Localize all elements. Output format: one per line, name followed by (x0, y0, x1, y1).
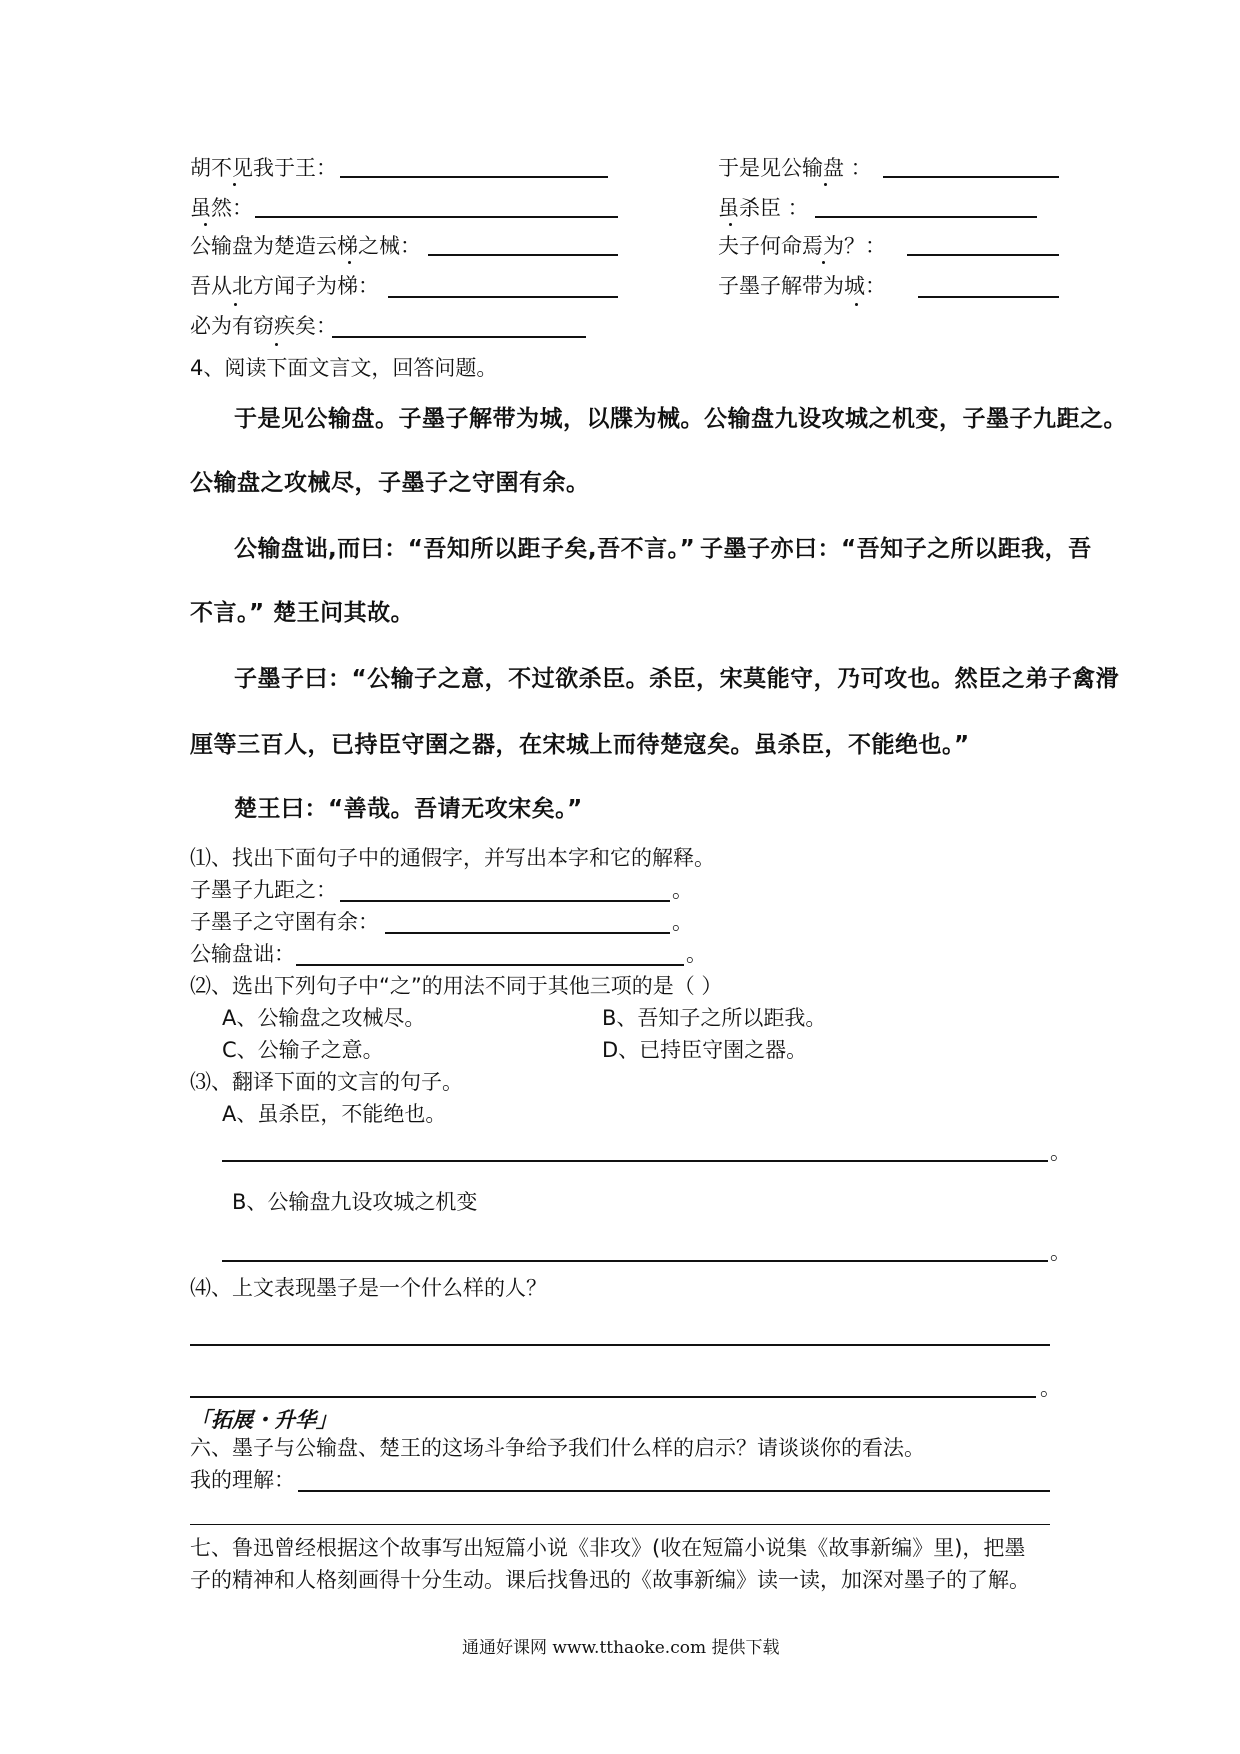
sub-question-4-title: ⑷、上文表现墨子是一个什么样的人？ (190, 1276, 547, 1300)
emphasis-dot (855, 303, 858, 306)
answer-line-5[interactable] (428, 254, 618, 256)
answer-line-2[interactable] (883, 176, 1059, 178)
period: 。 (686, 942, 707, 966)
period: 。 (1050, 1140, 1071, 1164)
option-b: B、吾知子之所以距我。 (602, 1006, 827, 1030)
sub1-item: 子墨子九距之： (190, 878, 337, 902)
emphasis-dot (822, 261, 825, 264)
emphasis-dot (234, 303, 237, 306)
answer-line[interactable] (340, 900, 670, 902)
emphasis-dot (824, 183, 827, 186)
answer-line[interactable] (190, 1396, 1036, 1398)
emphasis-dot (729, 223, 732, 226)
fill-label-3: 虽然： (190, 196, 253, 220)
question-7-line-1: 七、鲁迅曾经根据这个故事写出短篇小说《非攻》(收在短篇小说集《故事新编》里)，把墨 (190, 1536, 1026, 1560)
emphasis-dot (204, 223, 207, 226)
option-d: D、已持臣守圉之器。 (602, 1038, 808, 1062)
question-7-line-2: 子的精神和人格刻画得十分生动。课后找鲁迅的《故事新编》读一读，加深对墨子的了解。 (190, 1568, 1030, 1592)
fill-label-5: 公输盘为楚造云梯之械： (190, 234, 421, 258)
sub1-item: 子墨子之守圉有余： (190, 910, 379, 934)
passage-line: 公输盘诎,而曰：“吾知所以距子矣,吾不言。” (234, 536, 696, 562)
understanding-label: 我的理解： (190, 1468, 295, 1492)
emphasis-dot (233, 183, 236, 186)
sub1-item: 公输盘诎： (190, 942, 295, 966)
answer-line[interactable] (190, 1344, 1050, 1346)
emphasis-dot (348, 261, 351, 264)
answer-line-4[interactable] (815, 216, 1037, 218)
answer-line-7[interactable] (388, 296, 618, 298)
answer-line-3[interactable] (255, 216, 618, 218)
fill-label-1: 胡不见我于王： (190, 156, 337, 180)
sub-question-2-title: ⑵、选出下列句子中“之”的用法不同于其他三项的是（ ） (190, 974, 723, 998)
section-tag: 「拓展・升华」 (190, 1408, 337, 1432)
passage-line: 公输盘之攻械尽，子墨子之守圉有余。 (190, 470, 590, 496)
answer-line[interactable] (385, 932, 670, 934)
passage-line: 于是见公输盘。子墨子解带为城，以牒为械。公输盘九设攻城之机变，子墨子九距之。 (234, 406, 1127, 432)
period: 。 (1050, 1240, 1071, 1264)
period: 。 (1040, 1376, 1061, 1400)
answer-line-1[interactable] (340, 176, 608, 178)
answer-line[interactable] (296, 964, 684, 966)
divider (190, 1524, 1050, 1525)
answer-line[interactable] (222, 1260, 1048, 1262)
fill-label-2: 于是见公输盘 ： (718, 156, 872, 180)
fill-label-8: 子墨子解带为城： (718, 274, 886, 298)
answer-line[interactable] (222, 1160, 1048, 1162)
question-6: 六、墨子与公输盘、楚王的这场斗争给予我们什么样的启示？请谈谈你的看法。 (190, 1436, 925, 1460)
sub-question-1-title: ⑴、找出下面句子中的通假字，并写出本字和它的解释。 (190, 846, 715, 870)
answer-line[interactable] (298, 1490, 1050, 1492)
emphasis-dot (275, 343, 278, 346)
fill-label-4: 虽杀臣 ： (718, 196, 809, 220)
option-a: A、公输盘之攻械尽。 (222, 1006, 426, 1030)
translate-b: B、公输盘九设攻城之机变 (232, 1190, 478, 1214)
passage-line: 不言。” 楚王问其故。 (190, 600, 415, 626)
answer-line-8[interactable] (918, 296, 1059, 298)
footer-text: 通通好课网 www.tthaoke.com 提供下载 (462, 1638, 780, 1658)
answer-line-6[interactable] (907, 254, 1059, 256)
passage-line: 子墨子亦曰：“吾知子之所以距我，吾 (700, 536, 1092, 562)
translate-a: A、虽杀臣，不能绝也。 (222, 1102, 447, 1126)
passage-line: 楚王曰：“善哉。吾请无攻宋矣。” (234, 796, 583, 822)
passage-line: 厘等三百人，已持臣守圉之器，在宋城上而待楚寇矣。虽杀臣，不能绝也。” (190, 732, 970, 758)
answer-line-9[interactable] (332, 336, 586, 338)
period: 。 (672, 910, 693, 934)
sub-question-3-title: ⑶、翻译下面的文言的句子。 (190, 1070, 463, 1094)
passage-line: 子墨子曰：“公输子之意，不过欲杀臣。杀臣，宋莫能守，乃可攻也。然臣之弟子禽滑 (234, 666, 1120, 692)
question-4-title: 4、阅读下面文言文，回答问题。 (190, 356, 498, 380)
period: 。 (672, 878, 693, 902)
fill-label-6: 夫子何命焉为？： (718, 234, 886, 258)
fill-label-7: 吾从北方闻子为梯： (190, 274, 379, 298)
fill-label-9: 必为有窃疾矣： (190, 314, 337, 338)
option-c: C、公输子之意。 (222, 1038, 384, 1062)
